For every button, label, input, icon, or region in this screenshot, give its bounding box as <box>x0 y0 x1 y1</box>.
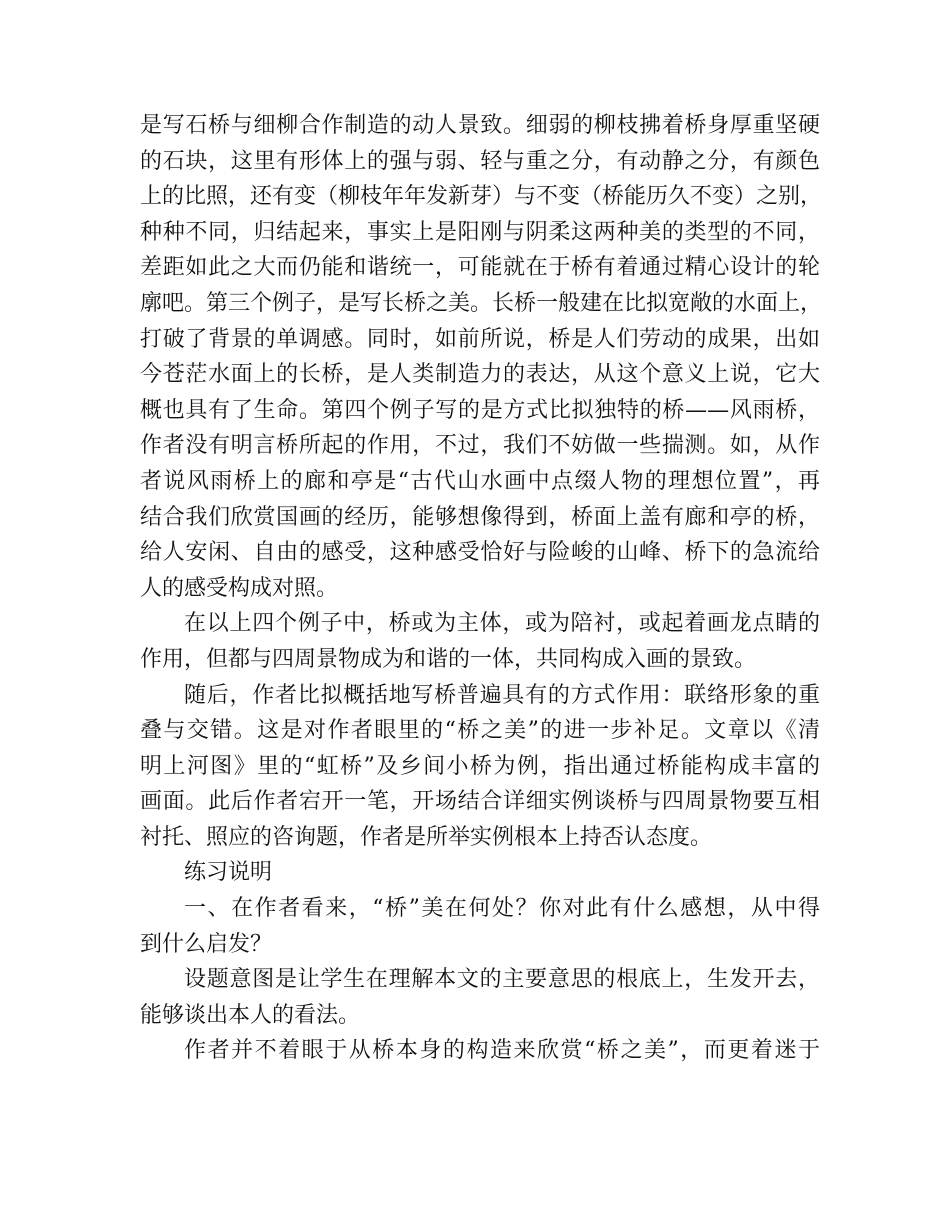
text-line: 打破了背景的单调感。同时，如前所说，桥是人们劳动的成果，出如 <box>140 326 820 352</box>
text-line: 人的感受构成对照。 <box>140 575 339 601</box>
question-first-line: 一、在作者看来，“桥”美在何处？你对此有什么感想，从中得 <box>184 896 820 922</box>
text-line: 到什么启发？ <box>140 931 273 957</box>
text-line: 种种不同，归结起来，事实上是阳刚与阴柔这两种美的类型的不同， <box>140 219 820 245</box>
text-line: 画面。此后作者宕开一笔，开场结合详细实例谈桥与四周景物要互相 <box>140 789 820 815</box>
text-line: 结合我们欣赏国画的经历，能够想像得到，桥面上盖有廊和亭的桥， <box>140 504 820 530</box>
text-line: 叠与交错。这是对作者眼里的“桥之美”的进一步补足。文章以《清 <box>140 718 820 744</box>
text-line: 的石块，这里有形体上的强与弱、轻与重之分，有动静之分，有颜色 <box>140 148 820 174</box>
text-line: 能够谈出本人的看法。 <box>140 1002 361 1028</box>
paragraph-first-line: 在以上四个例子中，桥或为主体，或为陪衬，或起着画龙点睛的 <box>184 611 820 637</box>
text-line: 作者没有明言桥所起的作用，不过，我们不妨做一些揣测。如，从作 <box>140 433 820 459</box>
document-body <box>140 108 823 1069</box>
text-line: 差距如此之大而仍能和谐统一，可能就在于桥有着通过精心设计的轮 <box>140 255 820 281</box>
text-line: 上的比照，还有变（柳枝年年发新芽）与不变（桥能历久不变）之别， <box>140 184 823 210</box>
text-line: 是写石桥与细柳合作制造的动人景致。细弱的柳枝拂着桥身厚重坚硬 <box>140 113 820 138</box>
section-heading: 练习说明 <box>184 860 273 886</box>
text-line: 给人安闲、自由的感受，这种感受恰好与险峻的山峰、桥下的急流给 <box>140 540 820 566</box>
paragraph-first-line: 设题意图是让学生在理解本文的主要意思的根底上，生发开去， <box>184 967 820 993</box>
text-line: 概也具有了生命。第四个例子写的是方式比拟独特的桥——风雨桥， <box>140 397 820 423</box>
text-line: 今苍茫水面上的长桥，是人类制造力的表达，从这个意义上说，它大 <box>140 362 820 388</box>
text-line: 衬托、照应的咨询题，作者是所举实例根本上持否认态度。 <box>140 824 713 850</box>
text-line: 廓吧。第三个例子，是写长桥之美。长桥一般建在比拟宽敞的水面上， <box>140 290 823 316</box>
text-line: 者说风雨桥上的廊和亭是“古代山水画中点缀人物的理想位置”，再 <box>140 468 820 494</box>
text-line: 明上河图》里的“虹桥”及乡间小桥为例，指出通过桥能构成丰富的 <box>140 753 820 779</box>
paragraph-first-line: 随后，作者比拟概括地写桥普遍具有的方式作用：联络形象的重 <box>184 682 820 708</box>
text-line: 作用，但都与四周景物成为和谐的一体，共同构成入画的景致。 <box>140 646 757 672</box>
paragraph-first-line: 作者并不着眼于从桥本身的构造来欣赏“桥之美”，而更着迷于 <box>184 1038 820 1064</box>
